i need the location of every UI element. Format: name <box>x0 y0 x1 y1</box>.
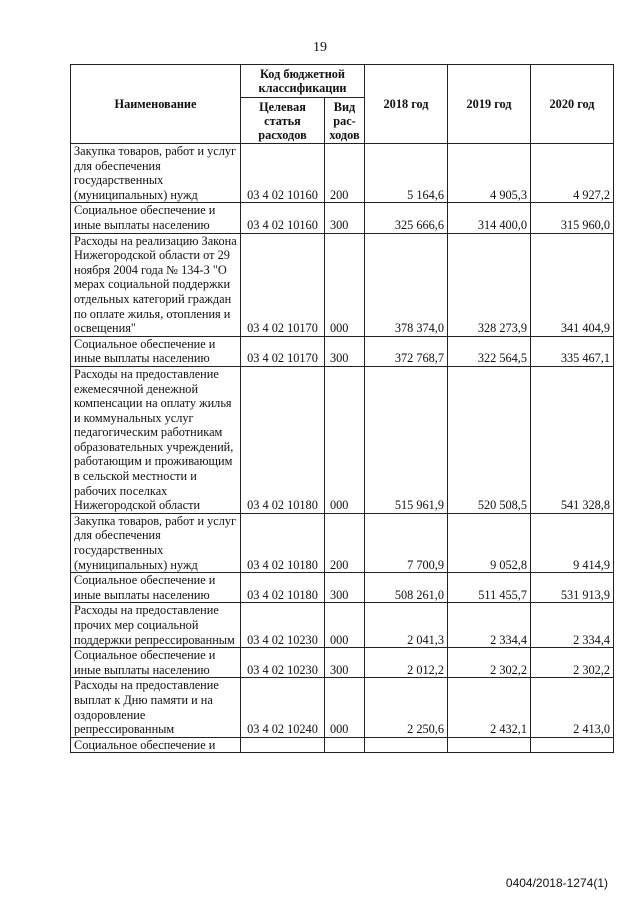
budget-table <box>70 64 614 753</box>
row-target-code: 03 4 02 10170 <box>241 233 325 336</box>
table-body <box>71 144 614 753</box>
row-target-code: 03 4 02 10180 <box>241 366 325 513</box>
row-name: Социальное обеспечение и иные выплаты населению <box>71 573 241 603</box>
row-value-2020 <box>531 737 614 753</box>
header-2018: 2018 год <box>365 65 448 144</box>
header-target: Целевая статья расходов <box>241 98 325 144</box>
table-row <box>71 144 614 203</box>
row-expense-kind: 000 <box>325 603 365 648</box>
row-value-2020: 531 913,9 <box>531 573 614 603</box>
row-value-2018: 2 012,2 <box>365 648 448 678</box>
table-row <box>71 573 614 603</box>
row-value-2019: 511 455,7 <box>448 573 531 603</box>
row-target-code <box>241 737 325 753</box>
header-2019: 2019 год <box>448 65 531 144</box>
row-value-2020: 4 927,2 <box>531 144 614 203</box>
table-row <box>71 737 614 753</box>
row-value-2018: 2 041,3 <box>365 603 448 648</box>
row-target-code: 03 4 02 10180 <box>241 513 325 572</box>
table-row <box>71 648 614 678</box>
document-code: 0404/2018-1274(1) <box>505 876 608 890</box>
row-expense-kind: 300 <box>325 336 365 366</box>
row-name: Расходы на предоставление ежемесячной денежной компенсации на оплату жилья и коммунальных услуг педагогическим работникам образовательных учреждений, работающим и проживающим в сельской местности и рабочих поселках Нижегородской области <box>71 366 241 513</box>
row-name: Социальное обеспечение и <box>71 737 241 753</box>
row-name: Закупка товаров, работ и услуг для обеспечения государственных (муниципальных) нужд <box>71 144 241 203</box>
row-target-code: 03 4 02 10170 <box>241 336 325 366</box>
table-row <box>71 203 614 233</box>
row-value-2020: 2 302,2 <box>531 648 614 678</box>
row-value-2020: 9 414,9 <box>531 513 614 572</box>
row-value-2019: 2 432,1 <box>448 678 531 737</box>
row-value-2020: 315 960,0 <box>531 203 614 233</box>
row-value-2019: 4 905,3 <box>448 144 531 203</box>
table-row <box>71 513 614 572</box>
row-value-2018: 372 768,7 <box>365 336 448 366</box>
row-name: Закупка товаров, работ и услуг для обеспечения государственных (муниципальных) нужд <box>71 513 241 572</box>
row-value-2020: 2 334,4 <box>531 603 614 648</box>
row-value-2020: 541 328,8 <box>531 366 614 513</box>
row-value-2019: 314 400,0 <box>448 203 531 233</box>
row-name: Расходы на предоставление прочих мер социальной поддержки репрессированным <box>71 603 241 648</box>
row-target-code: 03 4 02 10160 <box>241 144 325 203</box>
row-value-2019: 328 273,9 <box>448 233 531 336</box>
row-expense-kind: 000 <box>325 366 365 513</box>
table-header <box>71 65 614 144</box>
table-row <box>71 336 614 366</box>
row-target-code: 03 4 02 10180 <box>241 573 325 603</box>
row-expense-kind: 200 <box>325 513 365 572</box>
row-value-2018: 5 164,6 <box>365 144 448 203</box>
row-value-2020: 341 404,9 <box>531 233 614 336</box>
row-expense-kind <box>325 737 365 753</box>
row-expense-kind: 300 <box>325 203 365 233</box>
row-expense-kind: 200 <box>325 144 365 203</box>
header-kind: Вид рас-ходов <box>325 98 365 144</box>
row-name: Расходы на предоставление выплат к Дню памяти и на оздоровление репрессированным <box>71 678 241 737</box>
row-name: Социальное обеспечение и иные выплаты населению <box>71 203 241 233</box>
row-target-code: 03 4 02 10230 <box>241 603 325 648</box>
table-row <box>71 678 614 737</box>
row-expense-kind: 300 <box>325 573 365 603</box>
row-value-2020: 2 413,0 <box>531 678 614 737</box>
row-expense-kind: 300 <box>325 648 365 678</box>
table-row <box>71 366 614 513</box>
row-value-2018: 7 700,9 <box>365 513 448 572</box>
row-value-2019: 322 564,5 <box>448 336 531 366</box>
row-value-2018: 2 250,6 <box>365 678 448 737</box>
header-2020: 2020 год <box>531 65 614 144</box>
row-value-2019: 2 334,4 <box>448 603 531 648</box>
row-value-2019: 9 052,8 <box>448 513 531 572</box>
row-value-2019: 520 508,5 <box>448 366 531 513</box>
row-expense-kind: 000 <box>325 678 365 737</box>
row-value-2018: 515 961,9 <box>365 366 448 513</box>
row-value-2018: 378 374,0 <box>365 233 448 336</box>
row-value-2018: 325 666,6 <box>365 203 448 233</box>
row-name: Расходы на реализацию Закона Нижегородской области от 29 ноября 2004 года № 134-З "О мерах социальной поддержки отдельных категорий граждан по оплате жилья, отопления и освещения" <box>71 233 241 336</box>
header-code-group: Код бюджетной классификации <box>241 65 365 98</box>
row-value-2018: 508 261,0 <box>365 573 448 603</box>
row-target-code: 03 4 02 10230 <box>241 648 325 678</box>
table-row <box>71 603 614 648</box>
table-row <box>71 233 614 336</box>
row-target-code: 03 4 02 10160 <box>241 203 325 233</box>
row-value-2019: 2 302,2 <box>448 648 531 678</box>
row-value-2018 <box>365 737 448 753</box>
row-value-2020: 335 467,1 <box>531 336 614 366</box>
row-value-2019 <box>448 737 531 753</box>
row-expense-kind: 000 <box>325 233 365 336</box>
header-name: Наименование <box>71 65 241 144</box>
row-name: Социальное обеспечение и иные выплаты населению <box>71 648 241 678</box>
row-name: Социальное обеспечение и иные выплаты населению <box>71 336 241 366</box>
page-number: 19 <box>313 40 327 55</box>
row-target-code: 03 4 02 10240 <box>241 678 325 737</box>
